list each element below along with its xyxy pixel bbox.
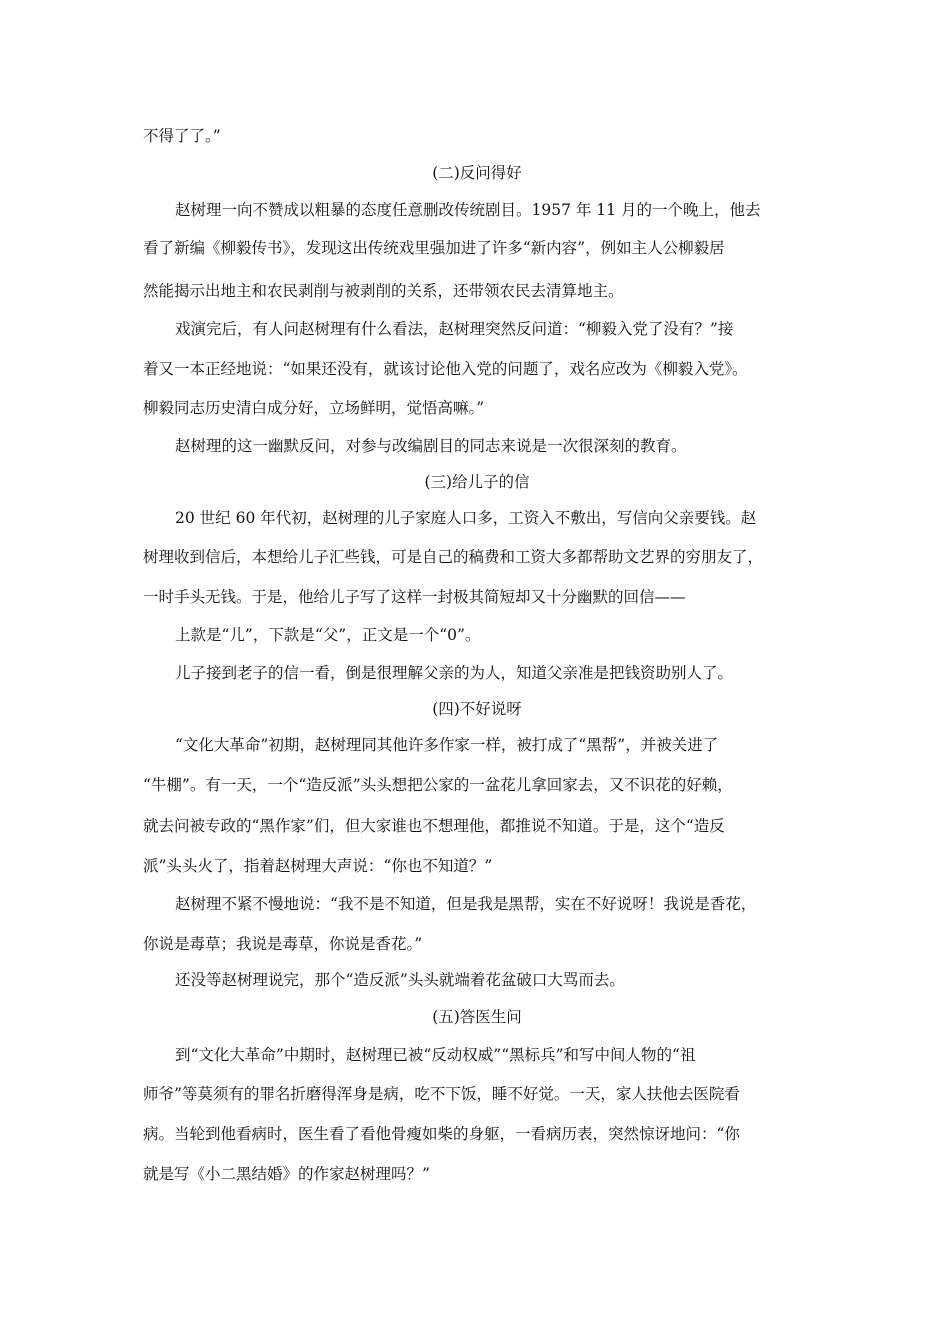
paragraph-line: 20 世纪 60 年代初，赵树理的儿子家庭人口多，工资入不敷出，写信向父亲要钱。赵 xyxy=(175,509,757,527)
section-heading: (二)反问得好 xyxy=(432,164,522,182)
paragraph-line: 还没等赵树理说完，那个“造反派”头头就端着花盆破口大骂而去。 xyxy=(175,971,625,989)
paragraph-line: 柳毅同志历史清白成分好，立场鲜明，觉悟高嘛。” xyxy=(143,399,485,417)
paragraph-line: 树理收到信后，本想给儿子汇些钱，可是自己的稿费和工资大多都帮助文艺界的穷朋友了， xyxy=(143,548,764,566)
paragraph-line: 戏演完后，有人问赵树理有什么看法，赵树理突然反问道：“柳毅入党了没有？”接 xyxy=(175,320,734,338)
paragraph-line: 病。当轮到他看病时，医生看了看他骨瘦如柴的身躯，一看病历表，突然惊讶地问：“你 xyxy=(143,1125,740,1143)
section-heading: (五)答医生问 xyxy=(432,1008,522,1026)
paragraph-line: “牛棚”。有一天，一个“造反派”头头想把公家的一盆花儿拿回家去，又不识花的好赖， xyxy=(143,776,733,794)
paragraph-line: 不得了了。” xyxy=(143,127,221,145)
paragraph-line: 派”头头火了，指着赵树理大声说：“你也不知道？” xyxy=(143,857,493,875)
paragraph-line: 到“文化大革命”中期时，赵树理已被“反动权威”“黑标兵”和写中间人物的“祖 xyxy=(175,1046,696,1064)
paragraph-line: 赵树理的这一幽默反问，对参与改编剧目的同志来说是一次很深刻的教育。 xyxy=(175,437,687,455)
paragraph-line: 就是写《小二黑结婚》的作家赵树理吗？” xyxy=(143,1165,430,1183)
paragraph-line: 看了新编《柳毅传书》，发现这出传统戏里强加进了许多“新内容”，例如主人公柳毅居 xyxy=(143,239,725,257)
section-heading: (四)不好说呀 xyxy=(432,700,522,718)
paragraph-line: 你说是毒草；我说是毒草，你说是香花。” xyxy=(143,935,423,953)
paragraph-line: 就去问被专政的“黑作家”们，但大家谁也不想理他，都推说不知道。于是，这个“造反 xyxy=(143,817,725,835)
paragraph-line: 赵树理不紧不慢地说：“我不是不知道，但是我是黑帮，实在不好说呀！我说是香花， xyxy=(175,895,757,913)
paragraph-line: 师爷”等莫须有的罪名折磨得浑身是病，吃不下饭，睡不好觉。一天，家人扶他去医院看 xyxy=(143,1085,740,1103)
paragraph-line: 一时手头无钱。于是，他给儿子写了这样一封极其简短却又十分幽默的回信—— xyxy=(143,588,686,606)
paragraph-line: 然能揭示出地主和农民剥削与被剥削的关系，还带领农民去清算地主。 xyxy=(143,282,624,300)
paragraph-line: “文化大革命”初期，赵树理同其他许多作家一样，被打成了“黑帮”，并被关进了 xyxy=(175,736,719,754)
section-heading: (三)给儿子的信 xyxy=(424,473,530,491)
paragraph-line: 儿子接到老子的信一看，倒是很理解父亲的为人，知道父亲准是把钱资助别人了。 xyxy=(175,664,734,682)
paragraph-line: 着又一本正经地说：“如果还没有，就该讨论他入党的问题了，戏名应改为《柳毅入党》。 xyxy=(143,360,748,378)
paragraph-line: 赵树理一向不赞成以粗暴的态度任意删改传统剧目。1957 年 11 月的一个晚上，他去 xyxy=(175,201,761,219)
paragraph-line: 上款是“儿”，下款是“父”，正文是一个“0”。 xyxy=(175,626,481,644)
